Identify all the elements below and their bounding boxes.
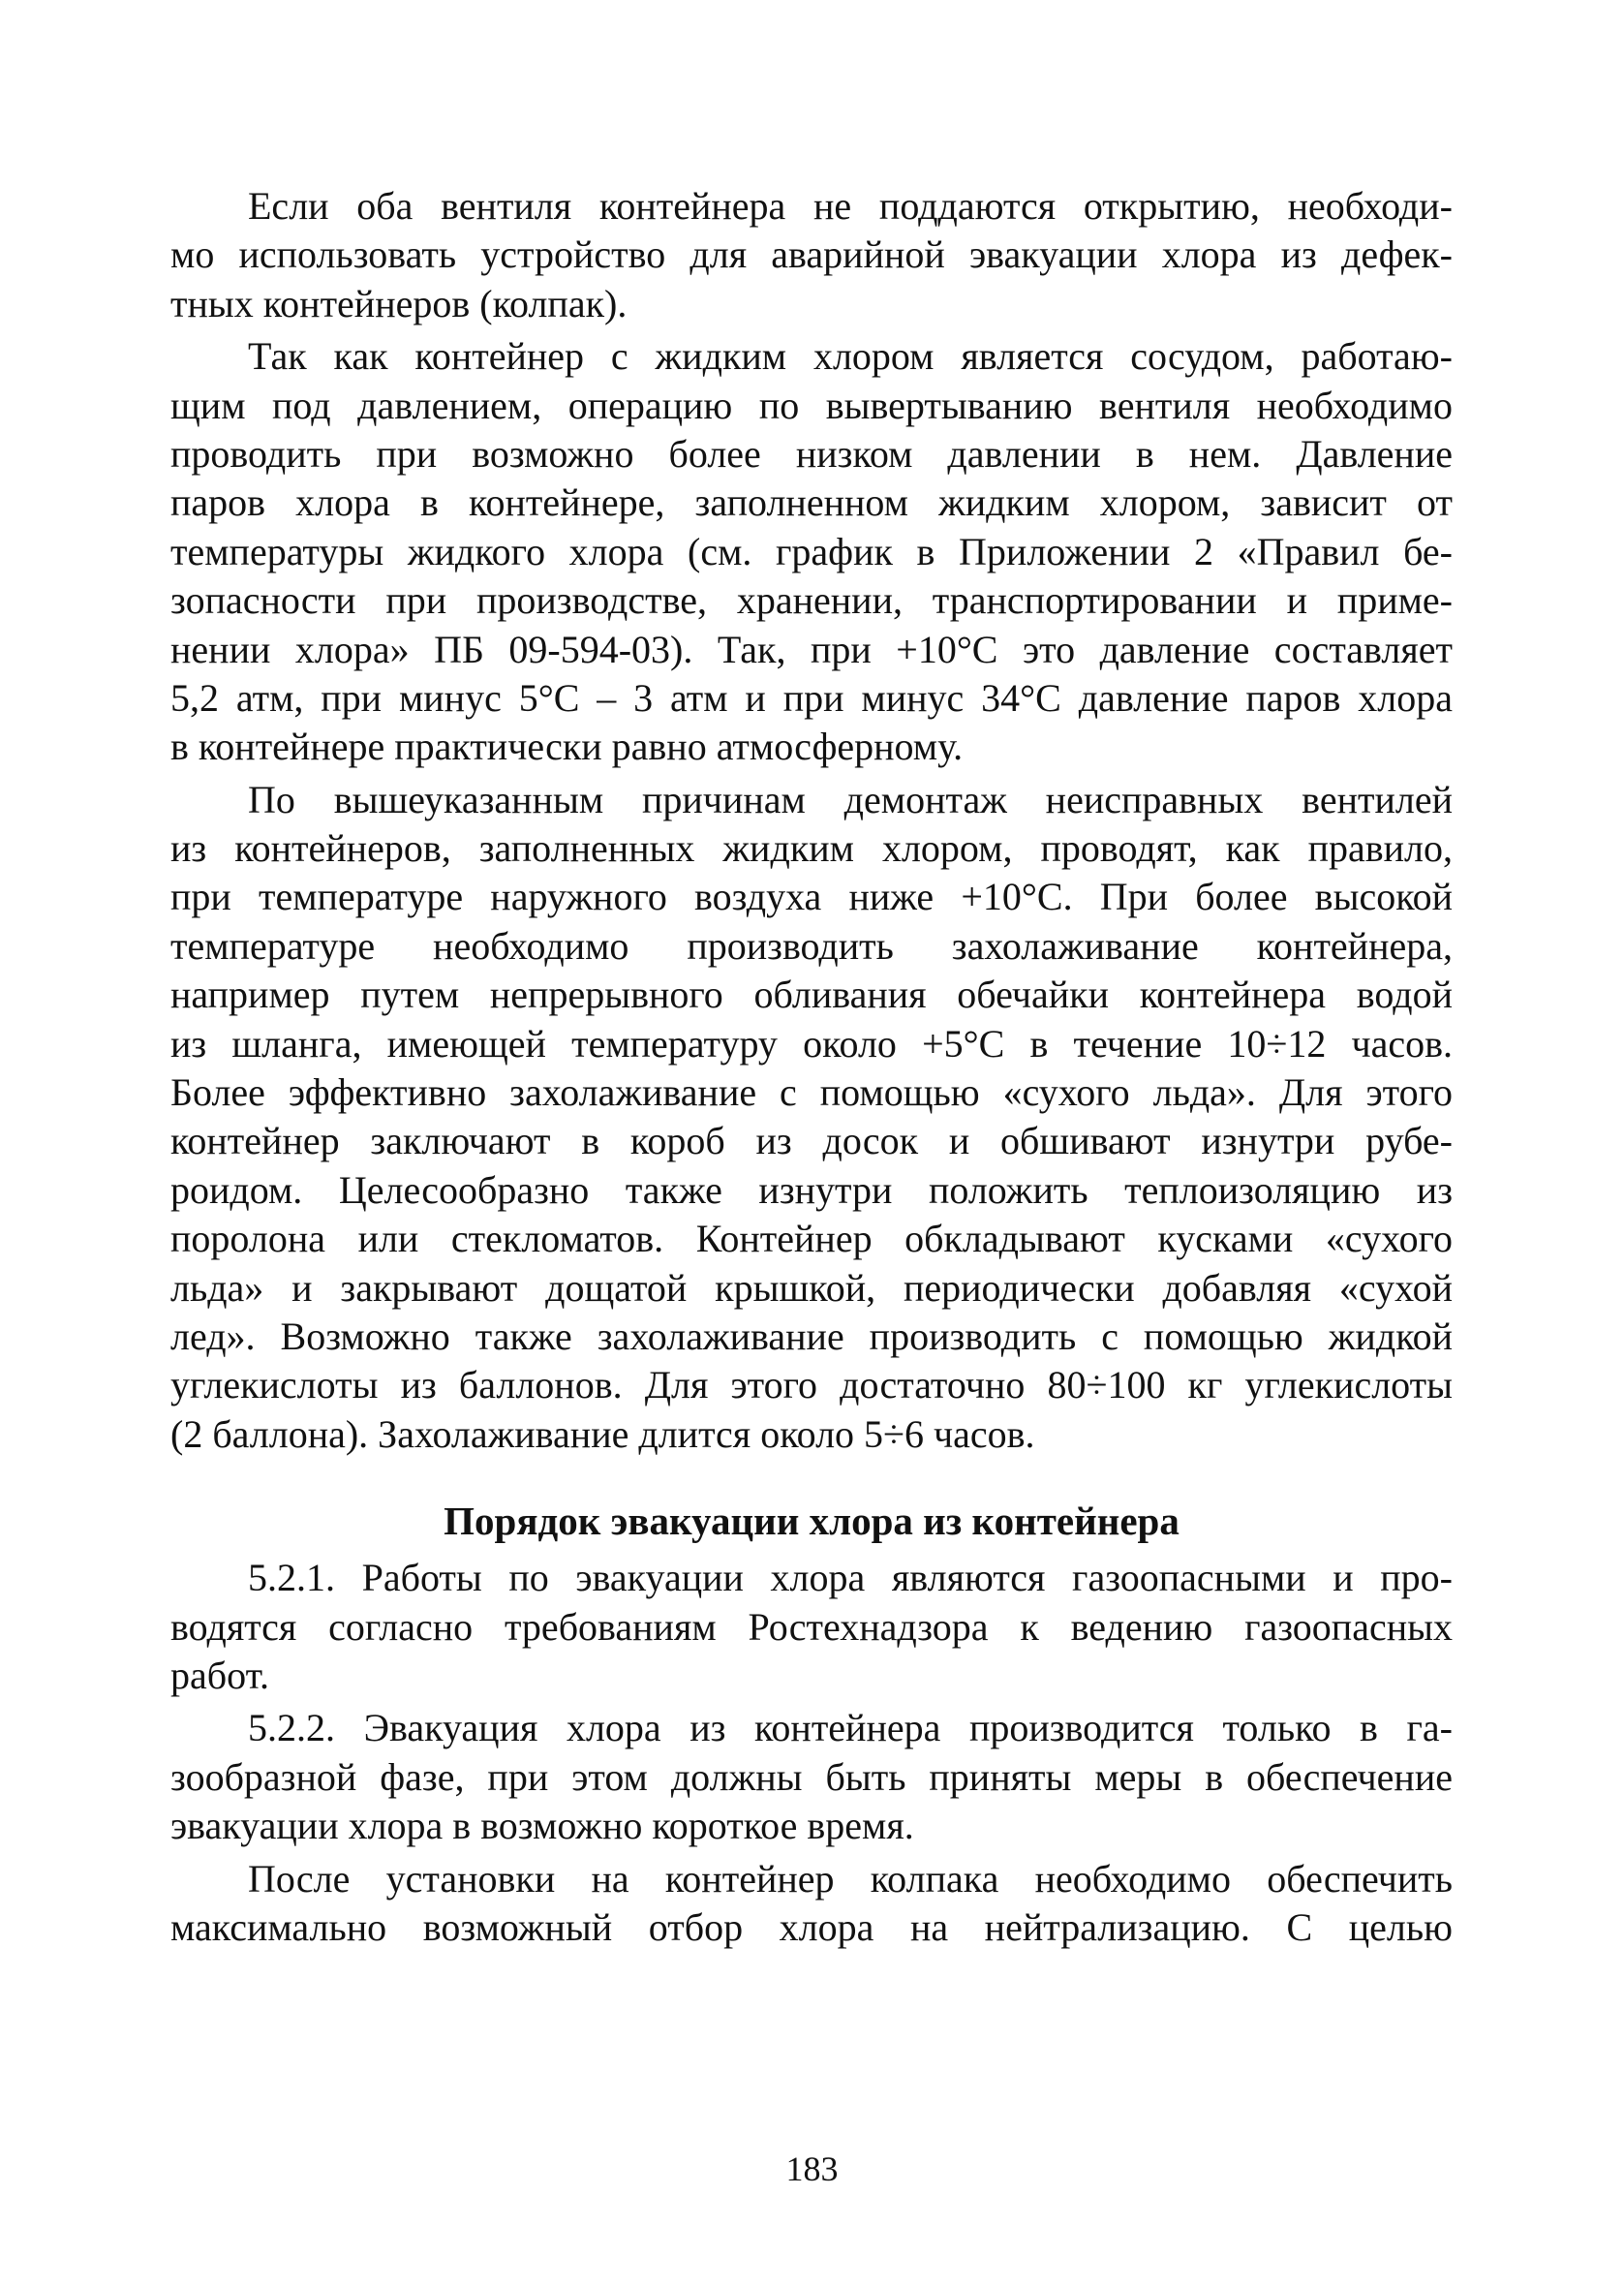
text-line: льда» и закрывают дощатой крышкой, периодически добавляя «сухой [170,1265,1453,1310]
text-line: 5.2.1. Работы по эвакуации хлора являются газоопасными и про- [248,1556,1453,1600]
paragraph [170,1704,1453,1850]
text-line: Если оба вентиля контейнера не поддаются открытию, необходи- [248,184,1453,228]
text-line: например путем непрерывного обливания обечайки контейнера водой [170,973,1453,1017]
text-line: По вышеуказанным причинам демонтаж неисправных вентилей [248,777,1453,821]
text-line: контейнер заключают в короб из досок и обшивают изнутри рубе- [170,1119,1453,1163]
text-line: 5.2.2. Эвакуация хлора из контейнера производится только в га- [248,1706,1453,1750]
paragraph [170,1855,1453,1953]
text-line: из контейнеров, заполненных жидким хлором, проводят, как правило, [170,826,1453,871]
text-line: роидом. Целесообразно также изнутри положить теплоизоляцию из [170,1167,1453,1212]
text-line: поролона или стекломатов. Контейнер обкладывают кусками «сухого [170,1217,1453,1261]
text-line: 5,2 атм, при минус 5°С – 3 атм и при минус 34°С давление паров хлора [170,675,1453,720]
text-line: щим под давлением, операцию по вывертыванию вентиля необходимо [170,383,1453,427]
text-line: (2 баллона). Захолаживание длится около 5÷6 часов. [170,1411,1035,1456]
text-line: После установки на контейнер колпака необходимо обеспечить [248,1856,1453,1901]
text-line: эвакуации хлора в возможно короткое время. [170,1804,914,1848]
text-line: температуре необходимо производить захолаживание контейнера, [170,923,1453,968]
text-line: лед». Возможно также захолаживание производить с помощью жидкой [170,1314,1453,1358]
text-line: нении хлора» ПБ 09-594-03). Так, при +10°С это давление составляет [170,627,1453,671]
text-line: температуры жидкого хлора (см. график в Приложении 2 «Правил бе- [170,529,1453,573]
text-line: в контейнере практически равно атмосферному. [170,725,964,769]
text-line: зопасности при производстве, хранении, транспортировании и приме- [170,578,1453,623]
text-line: Так как контейнер с жидким хлором является сосудом, работаю- [248,334,1453,379]
text-line: проводить при возможно более низком давлении в нем. Давление [170,431,1453,476]
text-line: зообразной фазе, при этом должны быть приняты меры в обеспечение [170,1754,1453,1799]
text-line: работ. [170,1653,270,1697]
text-line: водятся согласно требованиям Ростехнадзора к ведению газоопасных [170,1604,1453,1649]
section-heading: Порядок эвакуации хлора из контейнера [444,1499,1180,1544]
paragraph [170,182,1453,328]
text-line: паров хлора в контейнере, заполненном жидким хлором, зависит от [170,480,1453,525]
paragraph [170,1554,1453,1700]
paragraph [170,776,1453,1459]
paragraph [170,332,1453,772]
text-line: мо использовать устройство для аварийной эвакуации хлора из дефек- [170,232,1453,277]
text-line: максимально возможный отбор хлора на нейтрализацию. С целью [170,1904,1453,1949]
body-text [170,182,1453,1952]
text-line: углекислоты из баллонов. Для этого достаточно 80÷100 кг углекислоты [170,1363,1453,1407]
text-line: при температуре наружного воздуха ниже +10°С. При более высокой [170,875,1453,919]
text-line: Более эффективно захолаживание с помощью «сухого льда». Для этого [170,1070,1453,1115]
page-number: 183 [785,2149,839,2188]
text-line: из шланга, имеющей температуру около +5°С в течение 10÷12 часов. [170,1021,1453,1066]
text-line: тных контейнеров (колпак). [170,281,628,325]
